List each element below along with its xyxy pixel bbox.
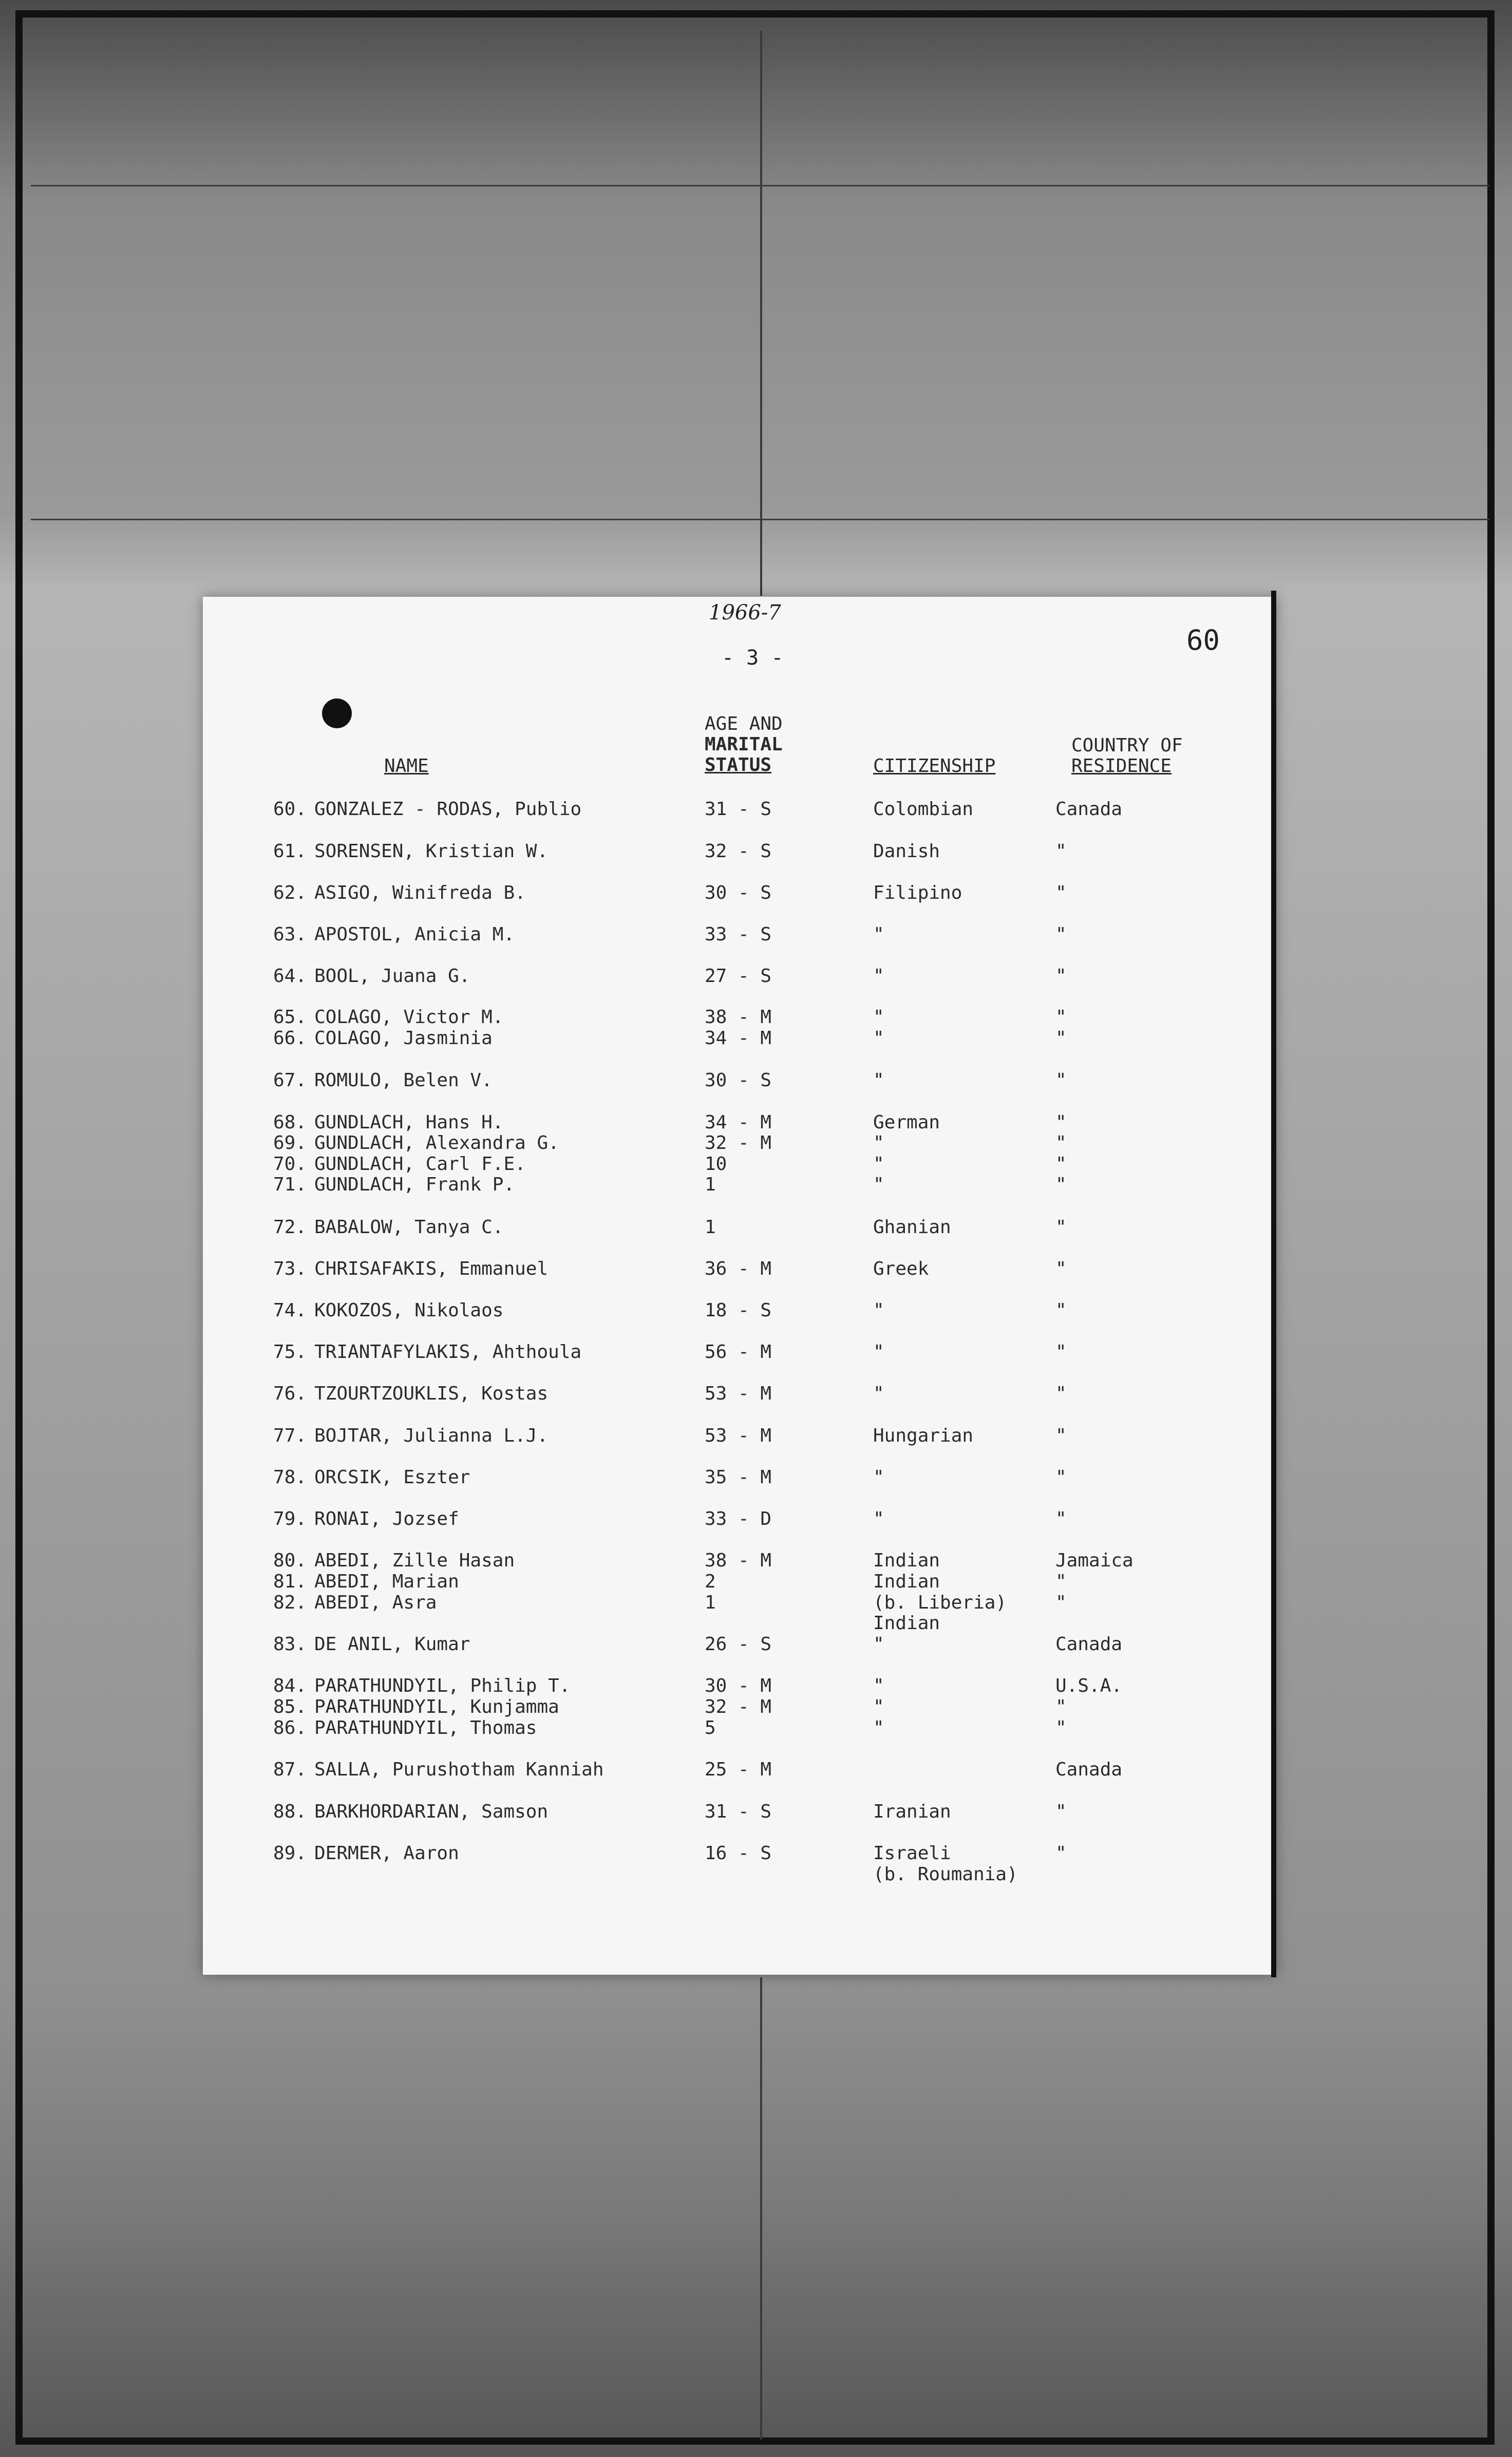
row-residence: " (1055, 1070, 1067, 1091)
row-age-status: 34 - M (705, 1112, 772, 1133)
row-name: GUNDLACH, Carl F.E. (314, 1154, 526, 1175)
handwritten-year: 1966-7 (709, 601, 781, 625)
film-scratch-line (31, 185, 1489, 186)
row-name: TZOURTZOUKLIS, Kostas (314, 1383, 549, 1404)
row-number: 81. (273, 1571, 307, 1592)
row-number: 63. (273, 924, 307, 945)
row-residence: " (1055, 1300, 1067, 1321)
row-name: ROMULO, Belen V. (314, 1070, 493, 1091)
header-age: AGE AND MARITAL STATUS (705, 713, 783, 776)
row-age-status: 1 (705, 1174, 716, 1195)
row-name: CHRISAFAKIS, Emmanuel (314, 1258, 549, 1279)
row-number: 76. (273, 1383, 307, 1404)
row-name: BOOL, Juana G. (314, 966, 470, 987)
row-citizenship: " (873, 1383, 884, 1404)
row-citizenship: " (873, 1154, 884, 1175)
film-scratch-line (760, 1977, 762, 2440)
row-number: 73. (273, 1258, 307, 1279)
row-residence: " (1055, 1467, 1067, 1488)
row-name: DE ANIL, Kumar (314, 1634, 470, 1655)
row-citizenship: " (873, 1696, 884, 1717)
row-age-status: 56 - M (705, 1341, 772, 1363)
page-label: - 3 - (722, 646, 784, 670)
row-age-status: 38 - M (705, 1007, 772, 1028)
row-name: ABEDI, Zille Hasan (314, 1550, 515, 1571)
row-name: ABEDI, Marian (314, 1571, 459, 1592)
row-residence: " (1055, 1154, 1067, 1175)
row-age-status: 30 - S (705, 1070, 772, 1091)
row-citizenship: Israeli (873, 1843, 951, 1864)
row-residence: " (1055, 924, 1067, 945)
header-name: NAME (384, 755, 429, 777)
row-citizenship: " (873, 1007, 884, 1028)
row-citizenship: " (873, 1634, 884, 1655)
film-scratch-line (31, 519, 1489, 520)
row-age-status: 10 (705, 1154, 727, 1175)
row-residence: " (1055, 1696, 1067, 1717)
row-residence: " (1055, 1258, 1067, 1279)
row-name: SALLA, Purushotham Kanniah (314, 1759, 604, 1780)
row-age-status: 5 (705, 1717, 716, 1738)
row-age-status: 31 - S (705, 799, 772, 820)
row-age-status: 2 (705, 1571, 716, 1592)
row-citizenship: (b. Roumania) (873, 1864, 1018, 1885)
row-citizenship: " (873, 1508, 884, 1529)
row-number: 72. (273, 1217, 307, 1238)
row-name: BARKHORDARIAN, Samson (314, 1801, 549, 1822)
row-residence: " (1055, 1112, 1067, 1133)
row-citizenship: " (873, 1717, 884, 1738)
row-citizenship: " (873, 1174, 884, 1195)
row-name: SORENSEN, Kristian W. (314, 841, 549, 862)
row-residence: " (1055, 882, 1067, 903)
row-number: 65. (273, 1007, 307, 1028)
row-citizenship: " (873, 1675, 884, 1696)
row-number: 83. (273, 1634, 307, 1655)
row-citizenship: " (873, 966, 884, 987)
row-citizenship: Hungarian (873, 1425, 974, 1446)
row-citizenship: Colombian (873, 799, 974, 820)
row-age-status: 1 (705, 1217, 716, 1238)
row-number: 84. (273, 1675, 307, 1696)
row-citizenship: Ghanian (873, 1217, 951, 1238)
header-citizenship: CITIZENSHIP (873, 755, 996, 777)
row-citizenship: " (873, 1341, 884, 1363)
row-residence: Canada (1055, 799, 1123, 820)
row-citizenship: Indian (873, 1613, 940, 1634)
row-residence: " (1055, 1174, 1067, 1195)
row-citizenship: (b. Liberia) (873, 1592, 1007, 1613)
row-age-status: 33 - S (705, 924, 772, 945)
row-name: ASIGO, Winifreda B. (314, 882, 526, 903)
row-name: BABALOW, Tanya C. (314, 1217, 504, 1238)
row-residence: Canada (1055, 1759, 1123, 1780)
row-residence: U.S.A. (1055, 1675, 1123, 1696)
row-name: COLAGO, Victor M. (314, 1007, 504, 1028)
punch-hole (322, 698, 352, 728)
row-residence: " (1055, 1571, 1067, 1592)
row-residence: " (1055, 1341, 1067, 1363)
row-citizenship: Greek (873, 1258, 929, 1279)
row-citizenship: " (873, 1028, 884, 1049)
row-residence: " (1055, 841, 1067, 862)
row-name: KOKOZOS, Nikolaos (314, 1300, 504, 1321)
row-citizenship: German (873, 1112, 940, 1133)
row-name: DERMER, Aaron (314, 1843, 459, 1864)
row-name: PARATHUNDYIL, Kunjamma (314, 1696, 559, 1717)
row-number: 71. (273, 1174, 307, 1195)
row-residence: " (1055, 1383, 1067, 1404)
row-age-status: 18 - S (705, 1300, 772, 1321)
row-residence: " (1055, 1843, 1067, 1864)
row-number: 64. (273, 966, 307, 987)
row-age-status: 34 - M (705, 1028, 772, 1049)
row-citizenship: " (873, 1467, 884, 1488)
row-name: GUNDLACH, Alexandra G. (314, 1132, 559, 1154)
row-age-status: 30 - M (705, 1675, 772, 1696)
row-number: 89. (273, 1843, 307, 1864)
row-name: ORCSIK, Eszter (314, 1467, 470, 1488)
row-citizenship: Iranian (873, 1801, 951, 1822)
row-number: 77. (273, 1425, 307, 1446)
row-name: TRIANTAFYLAKIS, Ahthoula (314, 1341, 582, 1363)
row-residence: Canada (1055, 1634, 1123, 1655)
row-citizenship: Indian (873, 1550, 940, 1571)
row-name: COLAGO, Jasminia (314, 1028, 493, 1049)
row-residence: " (1055, 1132, 1067, 1154)
row-number: 85. (273, 1696, 307, 1717)
row-age-status: 32 - S (705, 841, 772, 862)
row-citizenship: " (873, 1070, 884, 1091)
row-age-status: 30 - S (705, 882, 772, 903)
row-number: 78. (273, 1467, 307, 1488)
row-number: 70. (273, 1154, 307, 1175)
row-number: 68. (273, 1112, 307, 1133)
row-citizenship: " (873, 924, 884, 945)
row-number: 82. (273, 1592, 307, 1613)
row-age-status: 32 - M (705, 1696, 772, 1717)
row-age-status: 25 - M (705, 1759, 772, 1780)
row-number: 87. (273, 1759, 307, 1780)
row-name: GUNDLACH, Frank P. (314, 1174, 515, 1195)
row-residence: " (1055, 1801, 1067, 1822)
row-number: 79. (273, 1508, 307, 1529)
row-number: 67. (273, 1070, 307, 1091)
row-name: PARATHUNDYIL, Philip T. (314, 1675, 571, 1696)
row-name: PARATHUNDYIL, Thomas (314, 1717, 537, 1738)
row-age-status: 53 - M (705, 1383, 772, 1404)
row-residence: " (1055, 1217, 1067, 1238)
film-scratch-line (760, 31, 762, 596)
row-residence: " (1055, 1717, 1067, 1738)
row-age-status: 38 - M (705, 1550, 772, 1571)
row-residence: " (1055, 966, 1067, 987)
row-number: 75. (273, 1341, 307, 1363)
row-age-status: 36 - M (705, 1258, 772, 1279)
page-edge (1271, 591, 1276, 1977)
row-age-status: 26 - S (705, 1634, 772, 1655)
row-name: GONZALEZ - RODAS, Publio (314, 799, 582, 820)
row-citizenship: Indian (873, 1571, 940, 1592)
row-age-status: 1 (705, 1592, 716, 1613)
row-age-status: 31 - S (705, 1801, 772, 1822)
row-residence: " (1055, 1508, 1067, 1529)
row-age-status: 32 - M (705, 1132, 772, 1154)
row-residence: " (1055, 1028, 1067, 1049)
row-name: GUNDLACH, Hans H. (314, 1112, 504, 1133)
row-number: 80. (273, 1550, 307, 1571)
row-age-status: 35 - M (705, 1467, 772, 1488)
row-number: 88. (273, 1801, 307, 1822)
row-number: 69. (273, 1132, 307, 1154)
row-name: RONAI, Jozsef (314, 1508, 459, 1529)
row-number: 86. (273, 1717, 307, 1738)
row-age-status: 33 - D (705, 1508, 772, 1529)
row-age-status: 27 - S (705, 966, 772, 987)
row-number: 61. (273, 841, 307, 862)
row-residence: " (1055, 1425, 1067, 1446)
row-residence: " (1055, 1592, 1067, 1613)
row-name: APOSTOL, Anicia M. (314, 924, 515, 945)
row-name: ABEDI, Asra (314, 1592, 437, 1613)
row-name: BOJTAR, Julianna L.J. (314, 1425, 549, 1446)
header-residence: COUNTRY OF RESIDENCE (1071, 735, 1183, 777)
row-residence: Jamaica (1055, 1550, 1133, 1571)
row-number: 62. (273, 882, 307, 903)
row-residence: " (1055, 1007, 1067, 1028)
row-citizenship: " (873, 1132, 884, 1154)
row-age-status: 53 - M (705, 1425, 772, 1446)
row-number: 74. (273, 1300, 307, 1321)
row-citizenship: " (873, 1300, 884, 1321)
stamped-page-number: 60 (1186, 624, 1220, 656)
row-citizenship: Danish (873, 841, 940, 862)
row-number: 60. (273, 799, 307, 820)
row-age-status: 16 - S (705, 1843, 772, 1864)
row-citizenship: Filipino (873, 882, 962, 903)
row-number: 66. (273, 1028, 307, 1049)
